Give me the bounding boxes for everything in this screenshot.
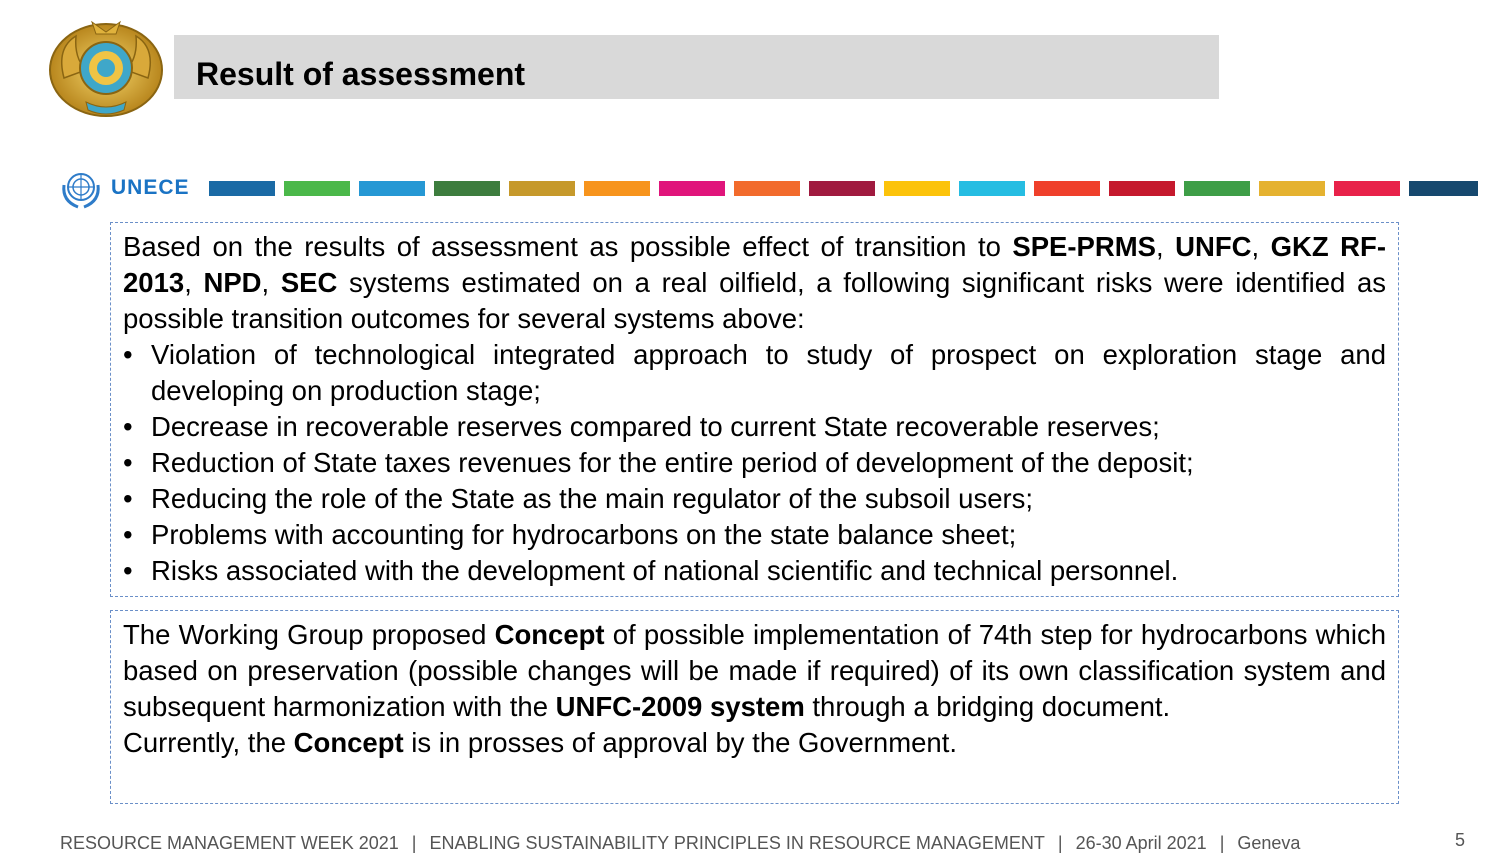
intro-post: systems estimated on a real oilfield, a following significant risks were identified as possible transition outcomes for several systems above:: [123, 267, 1387, 334]
sdg-color-segment: [1109, 181, 1175, 196]
list-item: [123, 553, 1386, 589]
system-sec: SEC: [280, 267, 338, 298]
risk-list: [123, 337, 1386, 589]
list-item-text: Problems with accounting for hydrocarbons on the state balance sheet;: [151, 519, 1017, 550]
concept-bold: Concept: [494, 619, 605, 650]
un-emblem-icon: [58, 165, 104, 211]
sdg-color-segment: [209, 181, 275, 196]
bullet-icon: •: [123, 411, 133, 442]
sdg-color-segment: [284, 181, 350, 196]
system-unfc: UNFC: [1175, 231, 1252, 262]
concept-paragraph: [123, 617, 1386, 725]
footer-dates: 26-30 April 2021: [1075, 833, 1207, 853]
approval-paragraph: [123, 725, 1386, 761]
page-number: 5: [1455, 830, 1466, 850]
risks-box: [110, 222, 1399, 597]
list-item-text: Reducing the role of the State as the main regulator of the subsoil users;: [151, 483, 1034, 514]
sdg-color-segment: [584, 181, 650, 196]
system-npd: NPD: [203, 267, 262, 298]
sdg-color-segment: [1334, 181, 1400, 196]
system-gkz: GKZ RF-2013: [123, 231, 1386, 298]
comma: ,: [184, 267, 204, 298]
concept-box: [110, 610, 1399, 804]
list-item: [123, 517, 1386, 553]
list-item-text: Risks associated with the development of national scientific and technical personnel.: [151, 555, 1179, 586]
sdg-color-segment: [1184, 181, 1250, 196]
bullet-icon: •: [123, 447, 133, 478]
list-item: [123, 409, 1386, 445]
footer-separator: |: [1219, 833, 1225, 853]
sdg-color-strip: [209, 181, 1479, 196]
list-item-text: Violation of technological integrated approach to study of prospect on exploration stage and developing on production stage;: [151, 339, 1386, 406]
footer-event: RESOURCE MANAGEMENT WEEK 2021: [60, 833, 399, 853]
sdg-color-segment: [884, 181, 950, 196]
sdg-color-segment: [734, 181, 800, 196]
comma: ,: [261, 267, 281, 298]
footer-separator: |: [411, 833, 417, 853]
sdg-color-segment: [509, 181, 575, 196]
list-item: [123, 337, 1386, 409]
footer-theme: ENABLING SUSTAINABILITY PRINCIPLES IN RESOURCE MANAGEMENT: [429, 833, 1045, 853]
sdg-color-segment: [1034, 181, 1100, 196]
comma: ,: [1156, 231, 1176, 262]
sdg-color-segment: [1259, 181, 1325, 196]
intro-paragraph: [123, 229, 1386, 337]
sdg-color-segment: [959, 181, 1025, 196]
system-spe-prms: SPE-PRMS: [1012, 231, 1157, 262]
concept-bold: Concept: [293, 727, 404, 758]
concept-pre: The Working Group proposed: [123, 619, 495, 650]
page-title: Result of assessment: [196, 56, 526, 92]
title-bar: [174, 35, 1219, 99]
concept-post: through a bridging document.: [804, 691, 1171, 722]
bullet-icon: •: [123, 519, 133, 550]
list-item-text: Decrease in recoverable reserves compared to current State recoverable reserves;: [151, 411, 1160, 442]
concept-mid: of possible implementation of 74th step for hydrocarbons which based on preservation (possible changes will be made if required) of its own classification system and subsequent harmonization with the: [123, 619, 1386, 722]
sdg-color-segment: [1409, 181, 1478, 196]
sdg-color-segment: [809, 181, 875, 196]
comma: ,: [1251, 231, 1271, 262]
kazakhstan-emblem-icon: [46, 18, 166, 118]
sdg-color-segment: [359, 181, 425, 196]
concept-text: [123, 617, 1386, 761]
bullet-icon: •: [123, 483, 133, 514]
footer: [60, 832, 1300, 854]
sdg-color-segment: [434, 181, 500, 196]
footer-place: Geneva: [1237, 833, 1301, 853]
footer-separator: |: [1057, 833, 1063, 853]
unece-wordmark: UNECE: [111, 176, 190, 199]
bullet-icon: •: [123, 339, 133, 370]
list-item: [123, 445, 1386, 481]
bullet-icon: •: [123, 555, 133, 586]
list-item: [123, 481, 1386, 517]
sdg-color-segment: [659, 181, 725, 196]
approval-post: is in prosses of approval by the Government.: [403, 727, 958, 758]
approval-pre: Currently, the: [123, 727, 294, 758]
intro-pre: Based on the results of assessment as possible effect of transition to: [123, 231, 1013, 262]
unfc-2009-bold: UNFC-2009 system: [555, 691, 805, 722]
list-item-text: Reduction of State taxes revenues for the entire period of development of the deposit;: [151, 447, 1194, 478]
risks-text: [123, 229, 1386, 589]
